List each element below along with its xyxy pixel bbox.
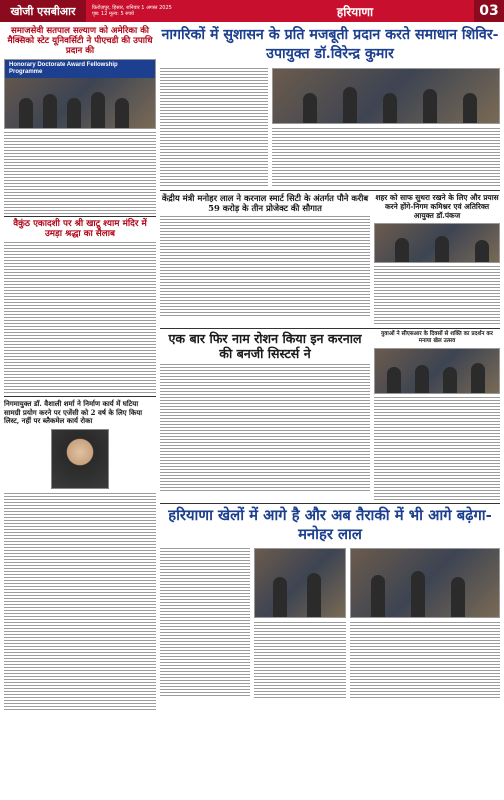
person-figure	[411, 571, 425, 617]
main-story-photo	[272, 68, 500, 124]
person-figure	[451, 577, 465, 617]
person-figure	[307, 573, 321, 617]
left-story3-body	[4, 493, 156, 711]
main-headline: नागरिकों में सुशासन के प्रति मजबूती प्रदान करते समाधान शिविर-उपायुक्त डॉ.विरेन्द्र कुमार	[161, 27, 499, 62]
right-column	[160, 26, 500, 698]
bottom-headline: हरियाणा खेलों में आगे है और अब तैराकी में भी आगे बढ़ेगा-मनोहर लाल	[168, 507, 492, 543]
newspaper-brand: खोजी एसबीआर	[0, 0, 86, 22]
photo-banner: Honorary Doctorate Award Fellowship Programme	[5, 60, 155, 78]
left-story2-headline: वैकुंठ एकादशी पर श्री खाटू श्याम मंदिर में उमड़ा श्रद्धा का सैलाब	[13, 219, 147, 239]
person-figure	[43, 94, 57, 128]
person-figure	[387, 367, 401, 393]
left-story1-photo	[4, 59, 156, 129]
person-figure	[115, 98, 129, 128]
bottom-story-body-2	[254, 622, 346, 698]
left-story3-headline: निगमायुक्त डॉ. वैशाली शर्मा ने निर्माण कार्य में घटिया सामग्री प्रयोग करने पर एजेंसी को 2 वर्ष के लिए किया लिस्ट, नहीं पर ब्लैकमेल कार्य रोका	[4, 399, 143, 426]
story5-body	[374, 397, 500, 501]
story3-body	[374, 266, 500, 326]
masthead-date: फ़िरोज़पुर, हिसार, शनिवार 1 अगस्त 2025	[92, 5, 172, 11]
bottom-story-photo-2	[350, 548, 500, 618]
person-figure	[371, 575, 385, 617]
person-figure	[423, 89, 437, 123]
bottom-story-photo-1	[254, 548, 346, 618]
story4-headline: एक बार फिर नाम रोशन किया इन करनाल की बनजी सिस्टर्स ने	[168, 331, 362, 361]
divider	[160, 503, 500, 504]
main-story-body-2	[272, 128, 500, 188]
left-column	[4, 26, 156, 711]
divider	[4, 216, 156, 217]
person-figure	[443, 367, 457, 393]
story2-body	[160, 216, 370, 316]
person-figure	[395, 238, 409, 262]
masthead	[0, 0, 504, 22]
person-figure	[383, 93, 397, 123]
person-figure	[415, 365, 429, 393]
left-story2-body	[4, 242, 156, 394]
story5-headline: युवाओं ने सीएसआर के दिवसों से शक्ति का प्रदर्शन कर मनाया खेल उत्सव	[381, 331, 493, 344]
left-story1-body	[4, 132, 156, 214]
story5-photo	[374, 348, 500, 394]
person-figure	[303, 93, 317, 123]
left-story1-headline: समाजसेवी सतपाल सल्याण को अमेरिका की मैक्सिको स्टेट यूनिवर्सिटी ने पीएचडी की उपाधि प्रदान की	[7, 26, 153, 56]
masthead-meta	[86, 5, 236, 17]
person-figure	[273, 577, 287, 617]
section-title: हरियाणा	[336, 4, 374, 19]
story3-headline: शहर को साफ सुथरा रखने के लिए और प्रयास करने होंगे-निगम कमिश्नर एवं अतिरिक्त आयुक्त डॉ.पंकज	[375, 193, 499, 220]
story4-body	[160, 364, 370, 492]
person-figure	[435, 236, 449, 262]
bottom-story-body-3	[350, 622, 500, 698]
person-figure	[67, 98, 81, 128]
page-number: 03	[474, 0, 504, 22]
divider	[160, 328, 500, 329]
divider	[4, 396, 156, 397]
person-figure	[343, 87, 357, 123]
story3-photo	[374, 223, 500, 263]
person-figure	[475, 240, 489, 262]
story2-headline: केंद्रीय मंत्री मनोहर लाल ने करनाल स्मार्ट सिटी के अंतर्गत पौने करीब 59 करोड़ के तीन प्रोजेक्ट की सौगात	[161, 193, 369, 213]
masthead-issue: पृष्ठ: 12 मूल्य: 5 रुपये	[92, 11, 134, 17]
main-story-body	[160, 68, 268, 188]
person-figure	[19, 98, 33, 128]
person-figure	[471, 363, 485, 393]
divider	[160, 190, 500, 191]
officer-portrait	[51, 429, 109, 489]
person-figure	[463, 93, 477, 123]
person-figure	[91, 92, 105, 128]
bottom-story-body	[160, 548, 250, 698]
